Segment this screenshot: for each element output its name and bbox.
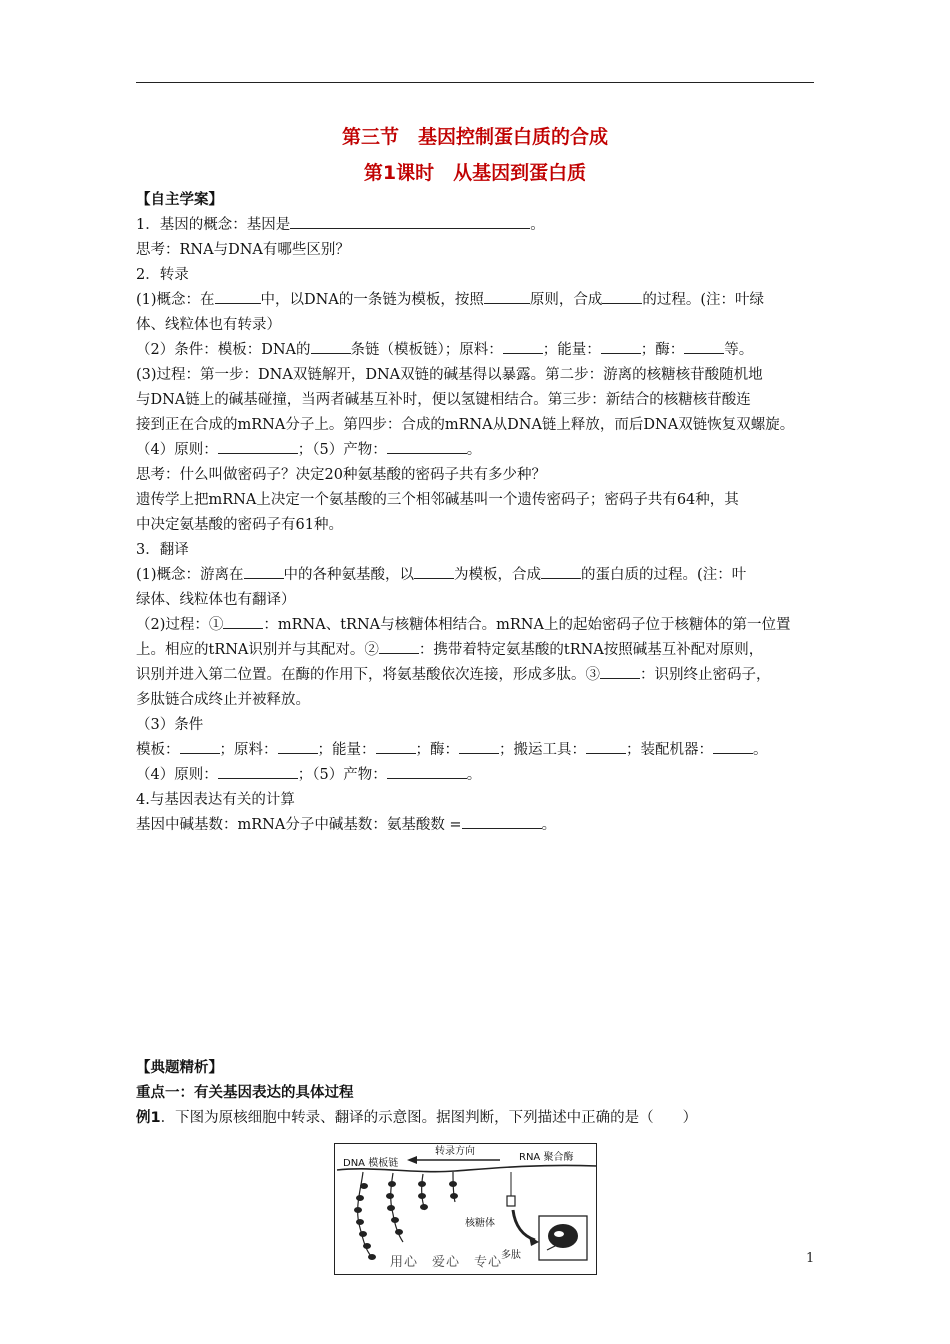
ribosome: [388, 1181, 396, 1187]
think-2: 思考：什么叫做密码子？决定20种氨基酸的密码子共有多少种？: [136, 467, 546, 483]
text: 的蛋白质的过程。(注：叶: [581, 567, 747, 583]
answer-blank[interactable]: [376, 738, 416, 754]
codon-answer-2: 中决定氨基酸的密码子有61种。: [136, 517, 343, 533]
ribosome: [450, 1193, 458, 1199]
transcription-heading: 2．转录: [136, 267, 189, 283]
text: （2)过程：①: [136, 617, 224, 633]
ribosome: [356, 1195, 364, 1201]
polypeptide-label: 多肽: [501, 1250, 521, 1261]
zoom-arrow: [513, 1210, 535, 1240]
answer-blank[interactable]: [713, 738, 753, 754]
text: 。: [466, 442, 482, 458]
ribosome-label: 核糖体: [465, 1218, 495, 1229]
answer-blank[interactable]: [215, 288, 261, 304]
header-rule: [136, 82, 814, 83]
dna-label: [343, 1158, 398, 1170]
answer-blank[interactable]: [311, 338, 351, 354]
text: 为模板，合成: [454, 567, 542, 583]
text: （4）原则：: [136, 442, 218, 458]
text: ；原料：: [219, 742, 278, 758]
text: 识别并进入第二位置。在酶的作用下，将氨基酸依次连接，形成多肽。③: [136, 667, 600, 683]
text: ；酶：: [415, 742, 459, 758]
page-number: 1: [806, 1251, 815, 1266]
example-text: ．下图为原核细胞中转录、翻译的示意图。据图判断，下列描述中正确的是（ ）: [160, 1110, 698, 1126]
translation-conditions: [136, 738, 826, 763]
text: ；（5）产物：: [297, 767, 387, 783]
rna-polymerase: [507, 1196, 515, 1206]
answer-blank[interactable]: [290, 213, 530, 229]
example-label: 例1: [136, 1110, 161, 1126]
text: 。: [753, 742, 768, 758]
transcription-concept-cont: 体、线粒体也有转录）: [136, 317, 281, 333]
transcription-principle: [136, 438, 826, 463]
answer-blank[interactable]: [684, 338, 724, 354]
ribosome: [420, 1204, 428, 1210]
text: ；能量：: [317, 742, 376, 758]
ribosome: [360, 1183, 368, 1189]
text: 中，以DNA的一条链为模板，按照: [260, 292, 484, 308]
calc-heading: 4.与基因表达有关的计算: [136, 792, 295, 808]
answer-blank[interactable]: [600, 663, 640, 679]
answer-blank[interactable]: [586, 738, 626, 754]
text: ；装配机器：: [626, 742, 713, 758]
zoom-arrow-head-icon: [529, 1236, 539, 1246]
section-title: 第三节 基因控制蛋白质的合成: [341, 126, 608, 148]
answer-blank[interactable]: [244, 563, 284, 579]
text: (1)概念：游离在: [136, 567, 244, 583]
ribosome: [395, 1229, 403, 1235]
text: 模板：: [136, 742, 180, 758]
transcription-process-2: 与DNA链上的碱基碰撞，当两者碱基互补时，便以氢键相结合。第三步：新结合的核糖核苷酸连: [136, 392, 751, 408]
text: (1)概念：在: [136, 292, 215, 308]
arrow-head-icon: [407, 1156, 417, 1164]
answer-blank[interactable]: [180, 738, 220, 754]
text: 条链（模板链）；原料：: [350, 342, 503, 358]
text: ；搬运工具：: [499, 742, 586, 758]
text: （4）原则：: [136, 767, 218, 783]
ribosome: [386, 1193, 394, 1199]
text: 中的各种氨基酸，以: [283, 567, 415, 583]
answer-blank[interactable]: [387, 763, 467, 779]
dna-text: DNA: [343, 1158, 366, 1169]
text: ；酶：: [640, 342, 685, 358]
answer-blank[interactable]: [462, 813, 542, 829]
ribosome: [363, 1243, 371, 1249]
translation-heading: 3．翻译: [136, 542, 189, 558]
answer-blank[interactable]: [218, 438, 298, 454]
direction-label: 转录方向: [435, 1146, 475, 1157]
answer-blank[interactable]: [223, 613, 263, 629]
examples-section: [136, 1056, 826, 1131]
ribosome: [449, 1181, 457, 1187]
text: 。: [466, 767, 482, 783]
ribosome-zoom: [548, 1224, 578, 1248]
ribosome: [391, 1217, 399, 1223]
ribosome: [387, 1205, 395, 1211]
q1-text: 1．基因的概念：基因是: [136, 217, 291, 233]
answer-blank[interactable]: [459, 738, 499, 754]
ribosome: [359, 1231, 367, 1237]
answer-blank[interactable]: [387, 438, 467, 454]
answer-blank[interactable]: [484, 288, 530, 304]
answer-blank[interactable]: [601, 338, 641, 354]
transcription-concept: [136, 288, 826, 313]
answer-blank[interactable]: [503, 338, 543, 354]
text: ；（5）产物：: [297, 442, 387, 458]
transcription-conditions: [136, 338, 826, 363]
translation-process-1: [136, 613, 826, 638]
calc-line: [136, 813, 826, 838]
key-point-1: 重点一：有关基因表达的具体过程: [136, 1085, 354, 1101]
answer-blank[interactable]: [541, 563, 581, 579]
text: 上。相应的tRNA识别并与其配对。②: [136, 642, 379, 658]
q1-line: [136, 213, 826, 238]
ribosome: [368, 1254, 376, 1260]
answer-blank[interactable]: [278, 738, 318, 754]
translation-concept: [136, 563, 826, 588]
lesson-title: 第1课时 从基因到蛋白质: [363, 162, 587, 184]
codon-answer-1: 遗传学上把mRNA上决定一个氨基酸的三个相邻碱基叫一个遗传密码子；密码子共有64种，其: [136, 492, 739, 508]
answer-blank[interactable]: [602, 288, 642, 304]
transcription-process-3: 接到正在合成的mRNA分子上。第四步：合成的mRNA从DNA链上释放，而后DNA双链恢复双螺旋。: [136, 417, 795, 433]
text: 原则，合成: [529, 292, 603, 308]
text: ；能量：: [542, 342, 601, 358]
text: ：识别终止密码子，: [640, 667, 771, 683]
answer-blank[interactable]: [379, 638, 419, 654]
text: ：携带着特定氨基酸的tRNA按照碱基互补配对原则，: [418, 642, 764, 658]
translation-conditions-heading: （3）条件: [136, 717, 204, 733]
ribosome: [418, 1181, 426, 1187]
translation-principle: [136, 763, 826, 788]
ribosome: [356, 1219, 364, 1225]
answer-blank[interactable]: [414, 563, 454, 579]
ribosomes: [354, 1181, 458, 1260]
rna-polymerase-label: RNA 聚合酶: [519, 1152, 574, 1163]
translation-process-2: [136, 638, 826, 663]
text: 基因中碱基数：mRNA分子中碱基数：氨基酸数 =: [136, 817, 462, 833]
ribosome: [418, 1193, 426, 1199]
translation-concept-cont: 绿体、线粒体也有翻译）: [136, 592, 296, 608]
text: 。: [541, 817, 557, 833]
translation-process-3: [136, 663, 826, 688]
translation-process-4: 多肽链合成终止并被释放。: [136, 692, 310, 708]
text: ：mRNA、tRNA与核糖体相结合。mRNA上的起始密码子位于核糖体的第一位置: [263, 617, 791, 633]
text: 的过程。(注：叶绿: [642, 292, 764, 308]
answer-blank[interactable]: [218, 763, 298, 779]
footer-motto: 用心 爱心 专心: [390, 1255, 503, 1270]
example-1: [136, 1106, 826, 1131]
self-study-section: [136, 188, 826, 838]
transcription-process-1: (3)过程：第一步：DNA双链解开，DNA双链的碱基得以暴露。第二步：游离的核糖核苷酸随机地: [136, 367, 763, 383]
ribosome: [354, 1207, 362, 1213]
q1-end: 。: [530, 217, 545, 233]
examples-heading: 【典题精析】: [136, 1060, 223, 1076]
think-1: 思考：RNA与DNA有哪些区别？: [136, 242, 350, 258]
self-study-heading: 【自主学案】: [136, 192, 223, 208]
template-text: 模板链: [368, 1158, 399, 1169]
text: （2）条件：模板：DNA的: [136, 342, 311, 358]
text: 等。: [724, 342, 754, 358]
